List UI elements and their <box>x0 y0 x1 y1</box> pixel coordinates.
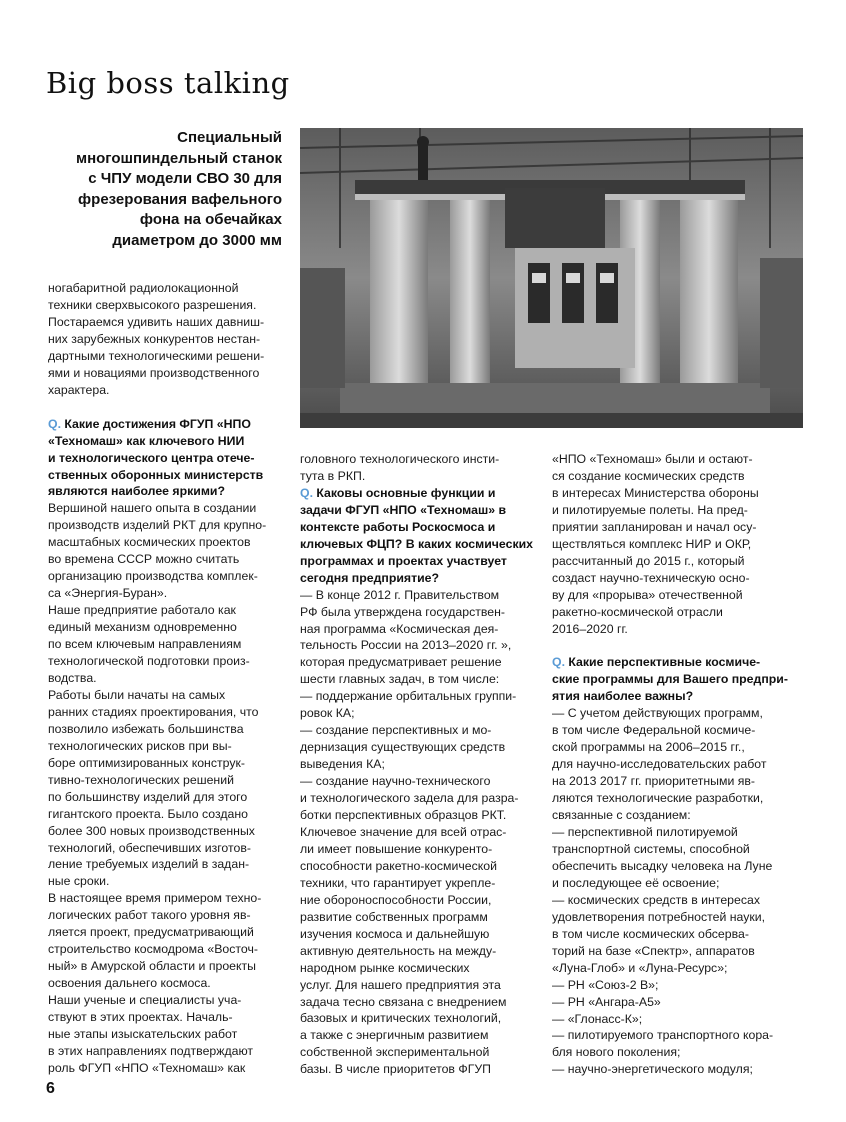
text-line: РФ была утверждена государствен- <box>300 604 505 619</box>
question-line: сегодня предприятие? <box>300 570 440 585</box>
text-line: ный» в Амурской области и проекты <box>48 959 256 974</box>
text-line: в том числе космических обсерва- <box>552 926 749 941</box>
question-line: программах и проектах участвует <box>300 553 507 568</box>
text-line: — «Глонасс-К»; <box>552 1011 643 1026</box>
text-line: технологических рисков при вы- <box>48 738 232 753</box>
text-line: Постараемся удивить наших давниш- <box>48 314 265 329</box>
article-column-2 <box>300 451 545 1078</box>
text-line: ву для «прорыва» отечественной <box>552 587 743 602</box>
caption-line: с ЧПУ модели СВО 30 для <box>88 170 282 187</box>
text-line: освоения дальнего космоса. <box>48 976 211 991</box>
text-line: ровок КА; <box>300 706 355 721</box>
text-line: дернизация существующих средств <box>300 740 506 755</box>
text-line: ные этапы изыскательских работ <box>48 1026 238 1041</box>
text-line: создаст научно-техническую осно- <box>552 570 750 585</box>
text-line: — перспективной пилотируемой <box>552 825 738 840</box>
text-line: 2016–2020 гг. <box>552 621 628 636</box>
machine-photo-image <box>300 128 803 428</box>
text-line: строительство космодрома «Восточ- <box>48 942 258 957</box>
question-block <box>300 485 545 587</box>
text-line: по всем ключевым направлениям <box>48 637 242 652</box>
text-line: — поддержание орбитальных группи- <box>300 689 517 704</box>
text-line: выведения КА; <box>300 757 385 772</box>
text-line: — РН «Союз-2 В»; <box>552 977 659 992</box>
text-line: «НПО «Техномаш» были и остают- <box>552 452 753 466</box>
text-line: шести главных задач, в том числе: <box>300 672 500 687</box>
text-line: и пилотируемые полеты. На пред- <box>552 502 748 517</box>
answer-block <box>552 705 797 1078</box>
caption-line: Специальный <box>177 129 282 146</box>
text-line: технологий, обеспечивших изготов- <box>48 840 251 855</box>
answer-block <box>300 587 545 1079</box>
question-marker: Q. <box>300 485 313 500</box>
caption-line: многошпиндельный станок <box>75 149 282 167</box>
text-line: транспортной системы, способной <box>552 841 750 856</box>
question-block <box>48 416 293 501</box>
article-column-1 <box>48 280 293 1077</box>
text-line: В настоящее время примером техно- <box>48 891 262 906</box>
text-line: Наше предприятие работало как <box>48 603 236 618</box>
article-column-3 <box>552 451 797 1078</box>
text-line: — пилотируемого транспортного кора- <box>552 1028 774 1043</box>
text-line: ракетно-космической отрасли <box>552 604 723 619</box>
text-line: Работы были начаты на самых <box>48 687 226 702</box>
text-line: в интересах Министерства обороны <box>552 485 759 500</box>
photo-caption <box>40 128 282 251</box>
text-line: тельность России на 2013–2020 гг. », <box>300 638 512 653</box>
text-line: более 300 новых производственных <box>48 823 255 838</box>
caption-line: фрезерования вафельного <box>78 190 282 208</box>
text-line: ществляться комплекс НИР и ОКР, <box>552 536 752 551</box>
text-line: Вершиной нашего опыта в создании <box>48 501 257 516</box>
question-line: «Техномаш» как ключевого НИИ <box>48 433 245 448</box>
text-line: по большинству изделий для этого <box>48 789 248 804</box>
text-line: бля нового поколения; <box>552 1045 681 1060</box>
caption-line: фона на обечайках <box>139 211 282 228</box>
question-line: Каковы основные функции и <box>316 485 496 500</box>
text-line: единый механизм одновременно <box>48 620 237 635</box>
question-line: ключевых ФЦП? В каких космических <box>300 536 533 551</box>
text-line: — создание научно-технического <box>300 774 491 789</box>
question-line: задачи ФГУП «НПО «Техномаш» в <box>300 502 507 517</box>
text-line: обеспечить высадку человека на Луне <box>552 858 773 873</box>
text-line: масштабных космических проектов <box>48 535 251 550</box>
text-line: дартными технологическими решени- <box>48 348 265 363</box>
question-line: ские программы для Вашего предпри- <box>552 672 788 687</box>
text-line: тивно-технологических решений <box>48 772 234 787</box>
question-line: контексте работы Роскосмоса и <box>300 519 496 534</box>
text-line: них зарубежных конкурентов нестан- <box>48 331 261 346</box>
text-line: ная программа «Космическая дея- <box>300 621 499 636</box>
text-line: технологической подготовки произ- <box>48 654 250 669</box>
text-line: гигантского проекта. Было создано <box>48 806 249 821</box>
question-line: являются наиболее яркими? <box>48 484 225 499</box>
text-line: базовых и критических технологий, <box>300 1011 502 1026</box>
text-line: собственной экспериментальной <box>300 1045 490 1060</box>
text-line: роль ФГУП «НПО «Техномаш» как <box>48 1060 246 1075</box>
text-line: ляются технологические разработки, <box>552 791 764 806</box>
lead-paragraph <box>300 451 545 485</box>
text-line: — научно-энергетического модуля; <box>552 1062 753 1077</box>
text-line: и последующее её освоение; <box>552 875 720 890</box>
text-line: техники сверхвысокого разрешения. <box>48 297 257 312</box>
text-line: а также с энергичным развитием <box>300 1028 489 1043</box>
text-line: активную деятельность на между- <box>300 943 497 958</box>
text-line: ями и новациями производственного <box>48 365 260 380</box>
text-line: — В конце 2012 г. Правительством <box>300 587 500 602</box>
text-line: «Луна-Глоб» и «Луна-Ресурс»; <box>552 960 728 975</box>
text-line: характера. <box>48 382 110 397</box>
text-line: изучения космоса и дальнейшую <box>300 926 490 941</box>
section-title: Big boss talking <box>46 66 290 100</box>
text-line: боре оптимизированных конструк- <box>48 755 245 770</box>
text-line: ской программы на 2006–2015 гг., <box>552 740 745 755</box>
text-line: ботки перспективных образцов РКТ. <box>300 808 507 823</box>
text-line: ние обороноспособности России, <box>300 892 492 907</box>
text-line: задача тесно связана с внедрением <box>300 994 507 1009</box>
question-marker: Q. <box>552 655 565 670</box>
question-line: ственных оборонных министерств <box>48 467 264 482</box>
page-number: 6 <box>46 1080 55 1097</box>
text-line: удовлетворения потребностей науки, <box>552 909 766 924</box>
text-line: ся создание космических средств <box>552 468 745 483</box>
text-line: и технологического задела для разра- <box>300 791 519 806</box>
text-line: ногабаритной радиолокационной <box>48 281 239 295</box>
text-line: производств изделий РКТ для крупно- <box>48 518 267 533</box>
text-line: услуг. Для нашего предприятия эта <box>300 977 501 992</box>
text-line: ные сроки. <box>48 874 110 889</box>
text-line: — космических средств в интересах <box>552 892 760 907</box>
text-line: Ключевое значение для всей отрас- <box>300 824 507 839</box>
text-line: на 2013 2017 гг. приоритетными яв- <box>552 774 756 789</box>
text-line: организацию производства комплек- <box>48 569 258 584</box>
text-line: в том числе Федеральной космиче- <box>552 723 756 738</box>
text-line: са «Энергия-Буран». <box>48 586 168 601</box>
caption-line: диаметром до 3000 мм <box>112 231 282 249</box>
text-line: — создание перспективных и мо- <box>300 723 492 738</box>
text-line: ление требуемых изделий в задан- <box>48 857 250 872</box>
text-line: техники, что гарантирует укрепле- <box>300 875 496 890</box>
text-line: способности ракетно-космической <box>300 858 497 873</box>
answer-block <box>48 500 293 1076</box>
text-line: которая предусматривает решение <box>300 655 502 670</box>
text-line: народном рынке космических <box>300 960 470 975</box>
text-line: базы. В числе приоритетов ФГУП <box>300 1062 492 1077</box>
text-line: связанные с созданием: <box>552 808 691 823</box>
text-line: ствуют в этих проектах. Началь- <box>48 1010 233 1025</box>
text-line: во времена СССР можно считать <box>48 552 240 567</box>
text-line: приятии запланирован и начал осу- <box>552 519 757 534</box>
text-line: — С учетом действующих программ, <box>552 706 763 721</box>
text-line: Наши ученые и специалисты уча- <box>48 993 242 1008</box>
machine-photo <box>300 128 803 428</box>
text-line: в этих направлениях подтверждают <box>48 1043 254 1058</box>
question-line: ятия наиболее важны? <box>552 689 694 704</box>
text-line: тута в РКП. <box>300 468 366 483</box>
question-line: Какие перспективные космиче- <box>568 655 761 670</box>
question-block <box>552 654 797 705</box>
text-line: рассчитанный до 2015 г., который <box>552 553 745 568</box>
question-line: и технологического центра отече- <box>48 450 255 465</box>
text-line: торий на базе «Спектр», аппаратов <box>552 943 755 958</box>
text-line: для научно-исследовательских работ <box>552 757 767 772</box>
text-line: водства. <box>48 670 97 685</box>
lead-paragraph <box>552 451 797 637</box>
text-line: развитие собственных программ <box>300 909 488 924</box>
text-line: ранних стадиях проектирования, что <box>48 704 259 719</box>
text-line: позволило избежать большинства <box>48 721 244 736</box>
text-line: головного технологического инсти- <box>300 452 500 466</box>
question-line: Какие достижения ФГУП «НПО <box>64 416 251 431</box>
text-line: ли имеет повышение конкуренто- <box>300 841 493 856</box>
text-line: — РН «Ангара-А5» <box>552 994 661 1009</box>
text-line: ляется проект, предусматривающий <box>48 925 254 940</box>
text-line: логических работ такого уровня яв- <box>48 908 251 923</box>
question-marker: Q. <box>48 416 61 431</box>
intro-paragraph <box>48 280 293 399</box>
